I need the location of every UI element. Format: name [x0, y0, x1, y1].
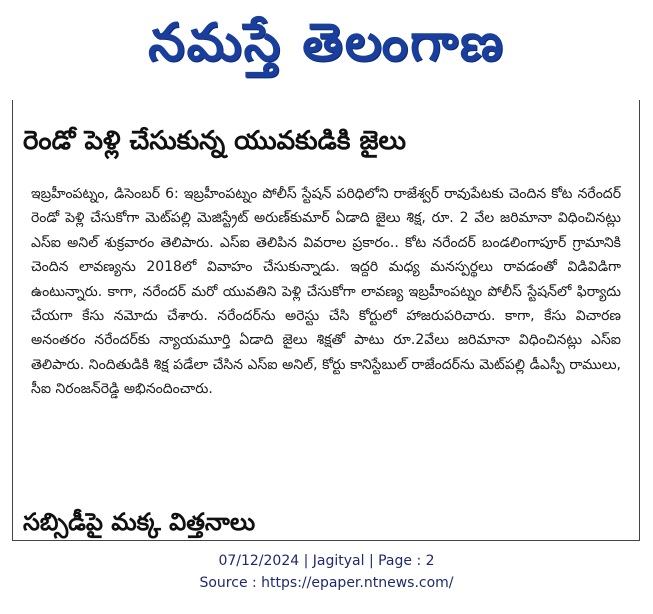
clipping-top-edge [13, 100, 639, 108]
next-article-headline: సబ్సిడీపై మక్క విత్తనాలు [23, 508, 256, 536]
source-line: Source : https://epaper.ntnews.com/ [199, 575, 454, 591]
edition-line: 07/12/2024 | Jagityal | Page : 2 [218, 553, 435, 569]
newspaper-masthead: నమస్తే తెలంగాణ [148, 13, 505, 73]
clipping-footer [0, 550, 653, 594]
article-body: ఇబ్రహీంపట్నం, డిసెంబర్ 6: ఇబ్రహీంపట్నం పోలీస్ స్టేషన్ పరిధిలోని రాజేశ్వర్ రావుపేటకు చెందిన కోట నరేందర్ రెండో పెళ్లి చేసుకోగా మెట్‌పల్లి మెజిస్ట్రేట్ అరుణ్‌కుమార్ ఏడాది జైలు శిక్ష, రూ. 2 వేల జరిమానా విధించినట్లు ఎస్‌ఐ అనిల్ శుక్రవారం తెలిపారు. ఎస్‌ఐ తెలిపిన వివరాల ప్రకారం.. కోట నరేందర్ బండలింగాపూర్ గ్రామానికి చెందిన లావణ్యను 2018లో వివాహం చేసుకున్నాడు. ఇద్దరి మధ్య మనస్పర్థలు రావడంతో విడివిడిగా ఉంటున్నారు. కాగా, నరేందర్ మరో యువతిని పెళ్లి చేసుకోగా లావణ్య ఇబ్రహీంపట్నం పోలీస్ స్టేషన్‌లో ఫిర్యాదు చేయగా కేసు నమోదు చేశారు. నరేందర్‌ను అరెస్టు చేసి కోర్టులో హాజరుపరిచారు. కాగా, కేసు విచారణ అనంతరం నరేందర్‌కు న్యాయమూర్తి ఏడాది జైలు శిక్షతో పాటు రూ.2వేలు జరిమానా విధించినట్లు ఎస్‌ఐ తెలిపారు. నిందితుడికి శిక్ష పడేలా చేసిన ఎస్‌ఐ అనిల్, కోర్టు కానిస్టేబుల్ రాజేందర్‌ను మెట్‌పల్లి డీఎస్పీ రాములు, సీఐ నిరంజన్‌రెడ్డి అభినందించారు. [31, 186, 621, 398]
article-headline: రెండో పెళ్లి చేసుకున్న యువకుడికి జైలు [23, 126, 406, 156]
article-clipping [12, 100, 640, 541]
